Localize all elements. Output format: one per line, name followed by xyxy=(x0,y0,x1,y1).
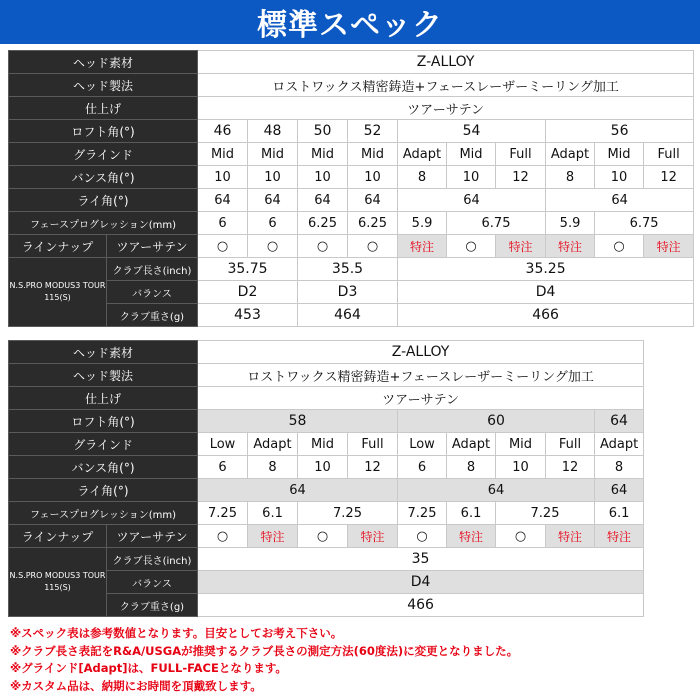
loft-cell: 58 xyxy=(198,410,398,433)
lineup-cell: ○ xyxy=(398,525,447,548)
length-cell: 35.25 xyxy=(398,258,694,281)
length-cell: 35.5 xyxy=(298,258,398,281)
lie-cell: 64 xyxy=(198,189,248,212)
spec-table-2 xyxy=(8,340,644,617)
label-club-weight: クラブ重さ(g) xyxy=(107,594,198,617)
face-prog-cell: 5.9 xyxy=(546,212,595,235)
label-club-weight: クラブ重さ(g) xyxy=(107,304,198,327)
bounce-cell: 8 xyxy=(546,166,595,189)
label-grind: グラインド xyxy=(9,143,198,166)
face-prog-cell: 7.25 xyxy=(198,502,248,525)
lie-cell: 64 xyxy=(595,479,644,502)
row-lie xyxy=(9,479,644,502)
lie-cell: 64 xyxy=(348,189,398,212)
face-prog-cell: 6.1 xyxy=(595,502,644,525)
bounce-cell: 10 xyxy=(447,166,496,189)
loft-cell: 56 xyxy=(546,120,694,143)
row-bounce xyxy=(9,456,644,479)
lineup-cell-special-order: 特注 xyxy=(644,235,694,258)
bounce-cell: 10 xyxy=(298,166,348,189)
bounce-cell: 10 xyxy=(348,166,398,189)
lineup-cell: ○ xyxy=(348,235,398,258)
row-lie xyxy=(9,189,694,212)
loft-cell: 50 xyxy=(298,120,348,143)
label-club-length: クラブ長さ(inch) xyxy=(107,548,198,571)
row-head-method xyxy=(9,364,644,387)
label-loft: ロフト角(°) xyxy=(9,120,198,143)
note-line: ※カスタム品は、納期にお時間を頂戴致します。 xyxy=(10,678,262,693)
bounce-cell: 12 xyxy=(348,456,398,479)
lineup-cell-special-order: 特注 xyxy=(496,235,546,258)
face-prog-cell: 7.25 xyxy=(496,502,595,525)
row-head-material xyxy=(9,51,694,74)
weight-cell: 466 xyxy=(198,594,644,617)
balance-cell: D4 xyxy=(398,281,694,304)
lineup-cell: ○ xyxy=(198,235,248,258)
grind-cell: Mid xyxy=(298,433,348,456)
face-prog-cell: 6 xyxy=(248,212,298,235)
length-cell: 35 xyxy=(198,548,644,571)
grind-cell: Mid xyxy=(595,143,644,166)
page-title: 標準スペック xyxy=(0,0,700,44)
row-bounce xyxy=(9,166,694,189)
label-finish: 仕上げ xyxy=(9,387,198,410)
lie-cell: 64 xyxy=(546,189,694,212)
label-head-material: ヘッド素材 xyxy=(9,341,198,364)
loft-cell: 48 xyxy=(248,120,298,143)
spec-table-1 xyxy=(8,50,694,327)
row-lineup xyxy=(9,525,644,548)
row-face-progression xyxy=(9,212,694,235)
lineup-cell-special-order: 特注 xyxy=(447,525,496,548)
note-line: ※グラインド[Adapt]は、FULL-FACEとなります。 xyxy=(10,661,287,675)
lineup-cell: ○ xyxy=(447,235,496,258)
label-loft: ロフト角(°) xyxy=(9,410,198,433)
face-prog-cell: 6.75 xyxy=(595,212,694,235)
grind-cell: Mid xyxy=(447,143,496,166)
row-finish xyxy=(9,387,644,410)
grind-cell: Adapt xyxy=(398,143,447,166)
label-lineup: ラインナップ xyxy=(9,525,107,548)
bounce-cell: 8 xyxy=(248,456,298,479)
value-finish: ツアーサテン xyxy=(198,97,694,120)
lineup-cell: ○ xyxy=(595,235,644,258)
weight-cell: 466 xyxy=(398,304,694,327)
length-cell: 35.75 xyxy=(198,258,298,281)
label-tour-satin: ツアーサテン xyxy=(107,235,198,258)
lineup-cell-special-order: 特注 xyxy=(348,525,398,548)
lineup-cell: ○ xyxy=(496,525,546,548)
bounce-cell: 6 xyxy=(398,456,447,479)
loft-cell: 64 xyxy=(595,410,644,433)
label-lie: ライ角(°) xyxy=(9,189,198,212)
grind-cell: Mid xyxy=(496,433,546,456)
balance-cell: D3 xyxy=(298,281,398,304)
label-club-length: クラブ長さ(inch) xyxy=(107,258,198,281)
lie-cell: 64 xyxy=(398,479,595,502)
bounce-cell: 10 xyxy=(496,456,546,479)
label-shaft: N.S.PRO MODUS3 TOUR 115(S) xyxy=(9,258,107,327)
row-balance xyxy=(9,281,694,304)
row-loft xyxy=(9,410,644,433)
label-tour-satin: ツアーサテン xyxy=(107,525,198,548)
grind-cell: Mid xyxy=(248,143,298,166)
label-shaft: N.S.PRO MODUS3 TOUR 115(S) xyxy=(9,548,107,617)
grind-cell: Adapt xyxy=(546,143,595,166)
row-face-progression xyxy=(9,502,644,525)
grind-cell: Mid xyxy=(298,143,348,166)
row-lineup xyxy=(9,235,694,258)
value-head-material: Z-ALLOY xyxy=(198,341,644,364)
bounce-cell: 8 xyxy=(447,456,496,479)
label-head-method: ヘッド製法 xyxy=(9,74,198,97)
label-finish: 仕上げ xyxy=(9,97,198,120)
label-grind: グラインド xyxy=(9,433,198,456)
grind-cell: Low xyxy=(198,433,248,456)
lineup-cell: ○ xyxy=(298,525,348,548)
bounce-cell: 10 xyxy=(248,166,298,189)
row-loft xyxy=(9,120,694,143)
label-face-progression: フェースプログレッション(mm) xyxy=(9,212,198,235)
lineup-cell: ○ xyxy=(298,235,348,258)
lineup-cell: ○ xyxy=(198,525,248,548)
bounce-cell: 10 xyxy=(198,166,248,189)
lie-cell: 64 xyxy=(248,189,298,212)
note-line: ※クラブ長さ表記をR&A/USGAが推奨するクラブ長さの測定方法(60度法)に変更となりました。 xyxy=(10,643,519,658)
lie-cell: 64 xyxy=(198,479,398,502)
row-head-material xyxy=(9,341,644,364)
weight-cell: 464 xyxy=(298,304,398,327)
label-lineup: ラインナップ xyxy=(9,235,107,258)
weight-cell: 453 xyxy=(198,304,298,327)
face-prog-cell: 6.25 xyxy=(348,212,398,235)
face-prog-cell: 7.25 xyxy=(298,502,398,525)
grind-cell: Full xyxy=(496,143,546,166)
face-prog-cell: 7.25 xyxy=(398,502,447,525)
face-prog-cell: 5.9 xyxy=(398,212,447,235)
lineup-cell-special-order: 特注 xyxy=(595,525,644,548)
label-lie: ライ角(°) xyxy=(9,479,198,502)
row-finish xyxy=(9,97,694,120)
loft-cell: 60 xyxy=(398,410,595,433)
lineup-cell: ○ xyxy=(248,235,298,258)
label-head-material: ヘッド素材 xyxy=(9,51,198,74)
label-balance: バランス xyxy=(107,571,198,594)
grind-cell: Full xyxy=(348,433,398,456)
grind-cell: Adapt xyxy=(595,433,644,456)
label-balance: バランス xyxy=(107,281,198,304)
bounce-cell: 8 xyxy=(398,166,447,189)
notes xyxy=(10,625,696,695)
bounce-cell: 10 xyxy=(298,456,348,479)
bounce-cell: 12 xyxy=(546,456,595,479)
label-bounce: バンス角(°) xyxy=(9,166,198,189)
lineup-cell-special-order: 特注 xyxy=(546,235,595,258)
face-prog-cell: 6.25 xyxy=(298,212,348,235)
lineup-cell-special-order: 特注 xyxy=(546,525,595,548)
lie-cell: 64 xyxy=(398,189,546,212)
lineup-cell-special-order: 特注 xyxy=(398,235,447,258)
grind-cell: Full xyxy=(644,143,694,166)
face-prog-cell: 6.1 xyxy=(447,502,496,525)
row-club-weight xyxy=(9,304,694,327)
face-prog-cell: 6 xyxy=(198,212,248,235)
grind-cell: Mid xyxy=(198,143,248,166)
face-prog-cell: 6.75 xyxy=(447,212,546,235)
row-club-length xyxy=(9,258,694,281)
label-face-progression: フェースプログレッション(mm) xyxy=(9,502,198,525)
bounce-cell: 8 xyxy=(595,456,644,479)
face-prog-cell: 6.1 xyxy=(248,502,298,525)
grind-cell: Adapt xyxy=(248,433,298,456)
value-head-method: ロストワックス精密鋳造+フェースレーザーミーリング加工 xyxy=(198,364,644,387)
grind-cell: Low xyxy=(398,433,447,456)
note-line: ※スペック表は参考数値となります。目安としてお考え下さい。 xyxy=(10,626,343,640)
value-head-method: ロストワックス精密鋳造+フェースレーザーミーリング加工 xyxy=(198,74,694,97)
bounce-cell: 6 xyxy=(198,456,248,479)
row-grind xyxy=(9,143,694,166)
bounce-cell: 10 xyxy=(595,166,644,189)
grind-cell: Mid xyxy=(348,143,398,166)
balance-cell: D4 xyxy=(198,571,644,594)
bounce-cell: 12 xyxy=(496,166,546,189)
label-bounce: バンス角(°) xyxy=(9,456,198,479)
loft-cell: 52 xyxy=(348,120,398,143)
value-finish: ツアーサテン xyxy=(198,387,644,410)
lineup-cell-special-order: 特注 xyxy=(248,525,298,548)
row-grind xyxy=(9,433,644,456)
row-head-method xyxy=(9,74,694,97)
lie-cell: 64 xyxy=(298,189,348,212)
loft-cell: 46 xyxy=(198,120,248,143)
loft-cell: 54 xyxy=(398,120,546,143)
grind-cell: Adapt xyxy=(447,433,496,456)
row-club-length xyxy=(9,548,644,571)
balance-cell: D2 xyxy=(198,281,298,304)
bounce-cell: 12 xyxy=(644,166,694,189)
label-head-method: ヘッド製法 xyxy=(9,364,198,387)
grind-cell: Full xyxy=(546,433,595,456)
value-head-material: Z-ALLOY xyxy=(198,51,694,74)
